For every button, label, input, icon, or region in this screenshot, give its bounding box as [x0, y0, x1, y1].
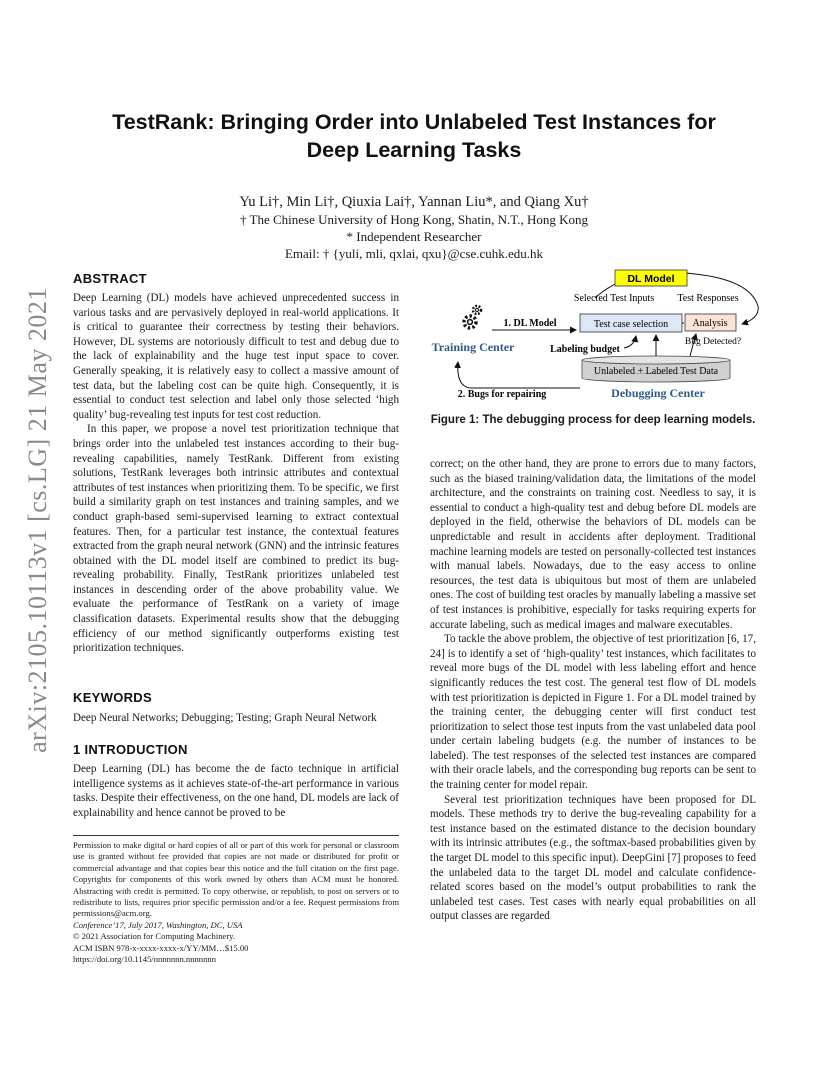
footnote-divider: [73, 835, 399, 836]
author-email: Email: † {yuli, mli, qxlai, qxu}@cse.cuhk.edu.hk: [284, 246, 544, 261]
figure-1-caption: Figure 1: The debugging process for deep learning models.: [430, 414, 756, 426]
dl-model-arrow-label: 1. DL Model: [503, 318, 557, 329]
test-responses-label: Test Responses: [677, 293, 739, 304]
title-line-1: TestRank: Bringing Order into Unlabeled Test Instances for: [112, 110, 716, 134]
isbn-line: ACM ISBN 978-x-xxxx-xxxx-x/YY/MM…$15.00: [73, 942, 249, 953]
test-case-selection-label: Test case selection: [593, 319, 669, 330]
independent-affiliation: * Independent Researcher: [346, 229, 482, 244]
gear-icon: [464, 306, 481, 328]
author-block: [90, 194, 738, 262]
bug-detected-label: Bug Detected?: [684, 337, 742, 347]
affiliation: † The Chinese University of Hong Kong, Shatin, N.T., Hong Kong: [240, 212, 588, 227]
abstract-paragraph-1: Deep Learning (DL) models have achieved unprecedented success in various tasks and are pervasively deployed in real-world applications. It is critical to guarantee their correctness by testing their behaviors. However, DL systems are notoriously difficult to test and debug due to the lack of explainability and the huge test input space to cover. Generally speaking, it is relatively easy to collect a massive amount of test data, but the labeling cost can be quite high. Consequently, it is essential to conduct test selection and label only those selected ‘high quality’ bug-revealing test inputs for test cost reduction.: [73, 292, 399, 421]
abstract-paragraph-2: In this paper, we propose a novel test prioritization technique that brings order into the unlabeled test instances according to their bug-revealing capabilities, namely TestRank. Different from existing solutions, TestRank leverages both intrinsic attributes and contextual attributes of test instances when prioritizing them. To be specific, we first build a similarity graph on test instances and training samples, and we conduct graph-based semi-supervised learning to extract contextual features. Then, for a particular test instance, the contextual features extracted from the graph neural network (GNN) and the intrinsic features obtained with the DL model itself are combined to predict its bug-revealing probability. Finally, TestRank prioritizes unlabeled test instances in descending order of the above probability value. We evaluate the performance of TestRank on a variety of image classification datasets. Experimental results show that the debugging efficiency of our method significantly outperforms existing test prioritization techniques.: [73, 423, 399, 655]
intro-paragraph-3: Several test prioritization techniques have been proposed for DL models. These methods try to derive the bug-revealing capability for a test instance based on the estimated distance to the decision boundary with its intrinsic attributes (e.g., the softmax-based probabilities given by the target DL model to this specific input). DeepGini [7] proposes to feed the unlabeled data to the target DL model and calculate confidence-related scores based on the model’s output probabilities to rank the unlabeled test cases. Test cases with nearly equal probabilities on all output classes are regarded: [430, 793, 756, 923]
doi-link[interactable]: https://doi.org/10.1145/nnnnnnn.nnnnnnn: [73, 954, 216, 965]
selected-inputs-label: Selected Test Inputs: [573, 293, 655, 304]
budget-arrow: [624, 336, 636, 348]
permission-notice: Permission to make digital or hard copies of all or part of this work for personal or classroom use is granted without fee provided that copies are not made or distributed for profit or commercial advantage and that copies bear this notice and the full citation on the first page. Copyrights for components of this work owned by others than ACM must be honored. Abstracting with credit is permitted. To copy otherwise, or republish, to post on servers or to redistribute to lists, requires prior specific permission and/or a fee. Request permissions from permissions@acm.org.: [73, 840, 399, 919]
keywords-text: Deep Neural Networks; Debugging; Testing; Graph Neural Network: [73, 712, 377, 724]
abstract-section: [73, 271, 399, 656]
intro-right-column: [430, 457, 756, 924]
keywords-section: [73, 690, 399, 726]
author-names: Yu Li†, Min Li†, Qiuxia Lai†, Yannan Liu*, and Qiang Xu†: [239, 194, 589, 210]
copyright-footnote: [73, 840, 399, 965]
intro-paragraph-1-cont: correct; on the other hand, they are prone to errors due to many factors, such as the biased training/validation data, the limitations of the model architecture, and the constraints on training cost. Needless to say, it is essential to conduct a high-quality test and debug before DL models are deployed in the field, otherwise the behaviors of DL models can be unpredictable and result in accidents after deployment. Traditional machine learning models are tested on personally-collected test instances with manual labels. Nowadays, due to the easy access to online resources, the test data is ubiquitous but most of them are unlabeled ones. The cost of building test oracles by manually labeling a massive set of test instances is prohibitive, especially for tasks requiring experts for accurate labeling, such as medical images and malware executables.: [430, 458, 756, 631]
analysis-label: Analysis: [692, 318, 728, 329]
arxiv-id: arXiv:2105.10113v1 [cs.LG] 21 May 2021: [23, 287, 52, 753]
introduction-heading: 1 INTRODUCTION: [73, 742, 188, 757]
arxiv-stamp: [23, 280, 52, 760]
debugging-center-label: Debugging Center: [611, 386, 705, 400]
bugs-for-repairing-label: 2. Bugs for repairing: [457, 389, 547, 400]
title-line-2: Deep Learning Tasks: [306, 138, 522, 162]
bugs-arrow: [458, 362, 580, 388]
keywords-heading: KEYWORDS: [73, 690, 152, 705]
abstract-body: [73, 291, 399, 656]
dl-model-label: DL Model: [627, 273, 675, 285]
introduction-section: [73, 742, 399, 820]
labeling-budget-label: Labeling budget: [550, 344, 620, 355]
paper-title: [90, 108, 738, 164]
intro-paragraph-2: To tackle the above problem, the objective of test prioritization [6, 17, 24] is to identify a set of ‘high-quality’ test instances, which facilitates to reveal more bugs of the DL model with less labeling effort and hence significantly reduces the test cost. The general test flow of DL models with test prioritization is depicted in Figure 1. For a DL model trained by the training center, the debugging center will first conduct test prioritization to select those test inputs from the vast unlabeled data pool under certain labeling budgets (e.g. the number of instances to be labeled). The test responses of the selected test instances are compared with their oracle labels, and the corresponding bug reports can be sent to the training center for model repair.: [430, 633, 756, 792]
copyright-line: © 2021 Association for Computing Machinery.: [73, 931, 236, 942]
test-data-label: Unlabeled + Labeled Test Data: [593, 366, 719, 377]
training-center-label: Training Center: [431, 340, 515, 354]
intro-paragraph-1-start: Deep Learning (DL) has become the de facto technique in artificial intelligence systems as it achieves state-of-the-art performance in various tasks. Despite their effectiveness, on the one hand, DL models are lack of explainability and hence cannot be proved to be: [73, 763, 399, 819]
figure-1-diagram: [430, 266, 760, 406]
conference-info: Conference’17, July 2017, Washington, DC, USA: [73, 919, 243, 930]
abstract-heading: ABSTRACT: [73, 271, 147, 286]
